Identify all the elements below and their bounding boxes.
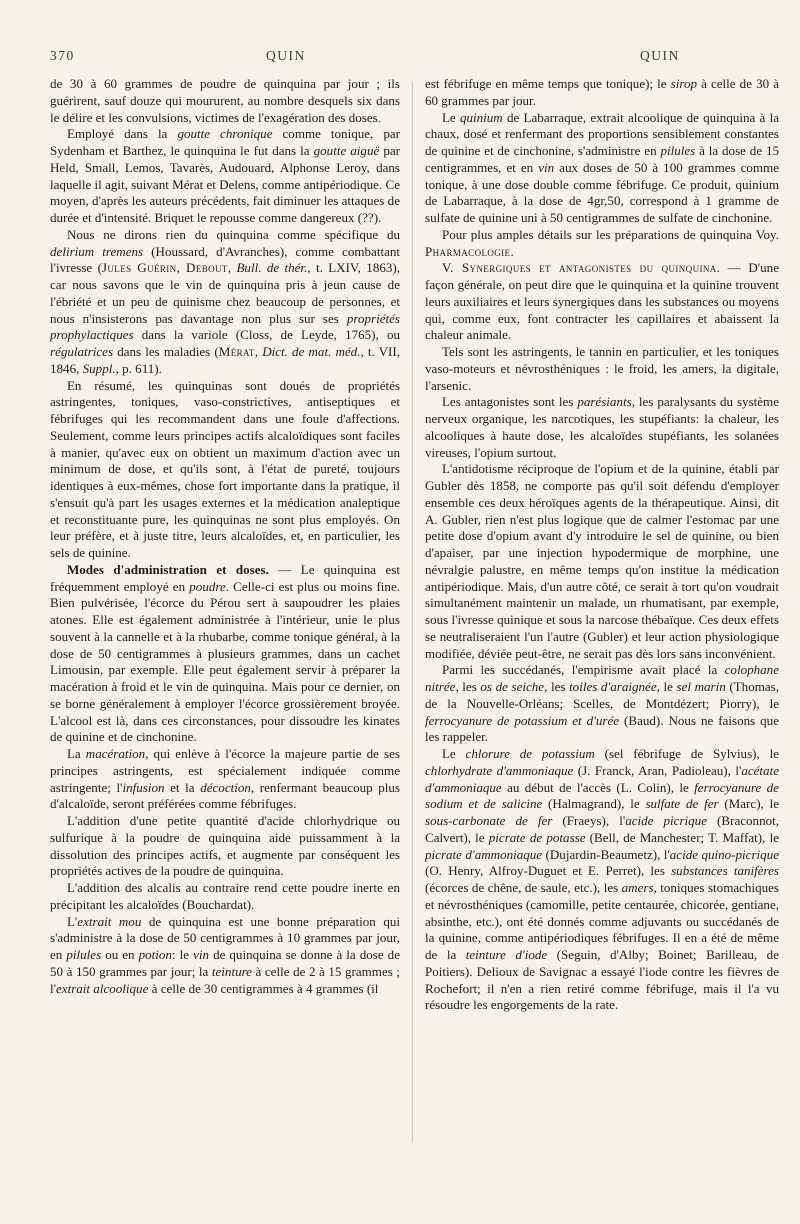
text-run: ,: [227, 260, 237, 276]
italic-run: vin: [538, 159, 555, 175]
text-run: (Thomas, de la Nouvelle-Orléans; Scelles, de Montdézert; Piorry), le: [425, 679, 780, 711]
text-run: Nous ne dirons rien du quinquina comme spécifique du: [66, 226, 400, 242]
text-run: (Fraeys), l': [552, 813, 626, 828]
italic-run: infusion: [122, 779, 165, 795]
text-run: L'addition d'une petite quantité d'acide chlorhydrique ou sulfurique à la poudre de quinquina aide puissamment à la dissolution des principes actifs, et augmente par conséquent les propriétés actives de la poudre de quinquina.: [50, 813, 400, 879]
italic-run: teinture: [211, 963, 252, 979]
text-run: (Halmagrand), le: [542, 796, 646, 812]
italic-run: sous-carbonate de fer: [425, 813, 553, 828]
text-run: Les antagonistes sont les: [441, 394, 578, 410]
italic-run: pilules: [660, 143, 696, 158]
text-run: . — D'une façon générale, on peut dire que le quinquina et la quinine trouvent leurs auxiliaires et leurs synergiques dans les substances ou moyens qui, comme eux, font contracter les capillaires et abaissent la chaleur animale.: [425, 260, 779, 343]
italic-run: macération: [85, 746, 146, 761]
italic-run: ferrocyanure de potassium et d'urée: [425, 712, 620, 728]
italic-run: sel marin: [676, 679, 726, 694]
italic-run: extrait mou: [77, 913, 142, 929]
paragraph: [50, 227, 400, 378]
italic-run: chlorhydrate d'ammoniaque: [425, 762, 574, 778]
italic-run: poudre: [189, 578, 226, 594]
text-run: La: [66, 746, 86, 761]
paragraph: [50, 562, 400, 746]
text-run: de quinquina est une bonne préparation qui s'administre à la dose de 50 centigrammes à 10 grammes par jour, en: [50, 913, 400, 962]
italic-run: extrait alcoolique: [55, 980, 149, 996]
text-run: , le: [656, 679, 677, 694]
italic-run: acétate d'ammoniaque: [425, 762, 779, 795]
text-run: (écorces de chêne, de saule, etc.), les: [425, 880, 622, 895]
paragraph: [50, 813, 400, 880]
text-run: , qui enlève à l'écorce la majeure partie de ses principes astringents, est spécialement indiquée comme astringente; l': [50, 746, 400, 795]
italic-run: Suppl.: [82, 360, 116, 376]
text-run: , toniques stomachiques et névrosthéniques (camomille, petite centaurée, chicorée, gentiane, absinthe, etc.), ont été donnés comme adjuvants ou succédanés de la quinine, comme antipériodiques fébrifuges. Il en a été de même de la: [425, 880, 779, 962]
text-run: dans les maladies (: [113, 344, 219, 359]
italic-run: colophane nitrée: [425, 662, 779, 694]
text-run: est fébrifuge en même temps que tonique); le: [425, 76, 671, 91]
text-run: — Le quinquina est fréquemment employé en: [50, 561, 400, 594]
italic-run: acide picrique: [625, 813, 707, 828]
italic-run: chlorure de potassium: [465, 746, 595, 761]
italic-run: vin: [193, 947, 210, 962]
running-title-right: QUIN: [640, 48, 680, 63]
text-run: Pour plus amples détails sur les préparations de quinquina Voy.: [441, 226, 779, 242]
italic-run: picrate d'ammoniaque: [425, 846, 543, 862]
italic-run: delirium tremens: [50, 243, 144, 259]
text-run: L'antidotisme réciproque de l'opium et de la quinine, établi par Gubler dès 1858, ne comporte pas qu'il soit défendu d'employer ensemble ces deux héroïques agents de la thérapeutique. Ainsi, dit A. Gubler, rien n'est plus logique que de calmer l'estomac par une petite dose d'opium avant d'y introduire le sel de quinine, ou bien d'apaiser, par une injection hypodermique de morphine, une névralgie palustre, en même temps qu'on institue la médication antipériodique. Mais, d'un autre côté, ce serait à tort qu'on voudrait simultanément maintenir un malade, un rhumatisant, par exemple, sous l'ivresse quinique et sous la narcose thébaïque. Ces deux effets se neutraliseraient l'un l'autre (Gubler) et leur action physiologique modifiée, déviée peut-être, ne serait pas dès lors sans inconvénient.: [425, 461, 779, 661]
paragraph: [425, 461, 779, 662]
column-divider: [412, 82, 413, 1142]
text-run: par Held, Small, Lemos, Tavarès, Audouard, Alphonse Leroy, dans laquelle il agit, suivant Mérat et Delens, comme antipériodique. Ce moyen, d'après les auteurs précédents, fait diminuer les attaques de durée et d'intensité. Briquet le repousse comme dangereux (??).: [50, 143, 400, 225]
italic-run: quinium: [459, 109, 503, 125]
italic-run: propriétés prophylactiques: [50, 310, 400, 343]
text-run: . Celle-ci est plus ou moins fine. Bien pulvérisée, l'écorce du Pérou sert à saupoudrer les plaies atones. Elle est également administrée à l'intérieur, unie le plus souvent à la cannelle et à la rhubarbe, comme tonique général, à la dose de 50 centigrammes à plusieurs grammes, dans un cachet Limousin, par exemple. Elle peut également servir à préparer la macération à froid et le vin de quinquina. Mais pour ce dernier, on se borne généralement à employer l'écorce grossièrement broyée. L'alcool est là, dans ces circonstances, pour dissoudre les kinates de quinine et de cinchonine.: [50, 578, 400, 745]
text-run: , renfermant beaucoup plus d'alcaloïde, seront préférées comme fébrifuges.: [50, 779, 400, 812]
text-run: à celle de 30 centigrammes à 4 grammes (il: [148, 980, 379, 996]
smallcaps-run: V. Synergiques et antagonistes du quinquina: [441, 260, 717, 276]
paragraph: [425, 344, 779, 394]
paragraph: [50, 880, 400, 914]
paragraph: [425, 394, 779, 461]
italic-run: parésiants: [577, 394, 632, 410]
smallcaps-run: Mérat: [218, 344, 255, 359]
paragraph: [425, 746, 779, 1014]
text-run: Tels sont les astringents, le tannin en particulier, et les toniques vaso-moteurs et névrosthéniques : le froid, les amers, la digitale, l'arsenic.: [425, 344, 779, 393]
paragraph: [50, 378, 400, 562]
paragraph: [425, 662, 779, 746]
text-run: , t. VII, 1846,: [50, 344, 401, 376]
paragraph: [425, 260, 779, 344]
text-run: au début de l'accès (L. Colin), le: [501, 779, 695, 795]
paragraph: [425, 76, 779, 110]
text-run: L': [66, 913, 78, 929]
italic-run: goutte chronique: [177, 126, 273, 142]
text-run: , t. LXIV, 1863), car nous savons que le vin de quinquina pris à jeun cause de l'ébriété et un peu de quinisme chez beaucoup de personnes, et nous n'insisterons pas davantage non plus sur ses: [50, 260, 400, 326]
italic-run: goutte aiguë: [313, 143, 380, 158]
text-run: (Houssard, d'Avranches), comme combattant l'ivresse (: [50, 243, 401, 276]
italic-run: Dict. de mat. méd.: [262, 344, 361, 359]
italic-run: os de seiche: [480, 679, 545, 694]
italic-run: sulfate de fer: [645, 796, 719, 812]
text-run: Parmi les succédanés, l'empirisme avait placé la: [441, 662, 725, 678]
italic-run: teinture d'iode: [465, 947, 548, 962]
text-run: ,: [254, 344, 263, 359]
text-run: , les paralysants du système nerveux organique, les narcotiques, les stupéfiants: la chaleur, les alcooliques à haute dose, les alcaloïdes stupéfiants, les solanées vireuses, l'opium surtout.: [425, 394, 779, 460]
text-run: comme tonique, par Sydenham et Barthez, le quinquina le fut dans la: [50, 126, 400, 158]
text-run: (Bell, de Manchester; T. Maffat), le: [585, 829, 779, 845]
text-run: de 30 à 60 grammes de poudre de quinquina par jour ; ils guérirent, sauf douze qui moururent, au nombre desquels six dans le délire et les convulsions, victimes de l'exagération des doses.: [50, 76, 400, 125]
italic-run: toiles d'araignée: [569, 679, 657, 694]
page-number: 370: [50, 48, 75, 63]
text-run: L'addition des alcalis au contraire rend cette poudre inerte en précipitant les alcaloïdes (Bouchardat).: [50, 880, 400, 912]
italic-run: substances tanifères: [671, 863, 780, 879]
text-run: de quinquina se donne à la dose de 50 à 150 grammes par jour; la: [50, 947, 400, 979]
text-run: (J. Franck, Aran, Padioleau), l': [573, 762, 742, 778]
running-header: [50, 48, 772, 72]
text-run: (Seguin, d'Alby; Boinet; Barilleau, de Poitiers). Delioux de Savignac a essayé l'iode contre les fièvres de Rochefort; il n'en a rien retiré comme fébrifuge, mais il l'a vu résoudre les engorgements de la rate.: [425, 947, 779, 1013]
text-run: .: [510, 243, 514, 259]
text-run: (Baud). Nous ne faisons que les rappeler.: [425, 712, 779, 745]
paragraph: [425, 227, 779, 261]
text-run: dans la variole (Closs, de Leyde, 1765), ou: [133, 327, 400, 343]
italic-run: pilules: [66, 947, 102, 962]
text-run: à celle de 30 à 60 grammes par jour.: [425, 76, 779, 108]
text-run: (Dujardin-Beaumetz), l': [542, 846, 670, 862]
text-run: En résumé, les quinquinas sont doués de propriétés astringentes, toniques, vaso-constrictives, antiseptiques et fébrifuges qui les recommandent dans une foule d'affections. Seulement, comme leurs principes actifs alcaloïdiques sont faciles à manier, qu'avec eux on obtient un maximum d'action avec un minimum de dose, et qu'ils sont, à l'état de pureté, toujours identiques à eux-mêmes, chose fort importante dans la pratique, il s'ensuit qu'à part les usages externes et la médication analeptique et reconstituante pure, les quinquinas ne sont plus employés. On leur préfère, et à juste titre, leurs alcaloïdes, et, en particulier, les sels de quinine.: [50, 377, 400, 560]
text-run: (sel fébrifuge de Sylvius), le: [594, 746, 779, 761]
italic-run: décoction: [200, 779, 251, 795]
italic-run: potion: [138, 947, 172, 962]
text-run: , les: [544, 679, 570, 694]
text-run: : le: [171, 947, 194, 962]
text-run: (Braconnot, Calvert), le: [425, 813, 780, 845]
left-column: [50, 76, 400, 997]
italic-run: picrate de potasse: [488, 829, 586, 845]
text-run: à celle de 2 à 15 grammes ; l': [50, 963, 400, 996]
italic-run: Bull. de thér.: [236, 260, 308, 276]
text-run: (Marc), le: [718, 796, 779, 812]
italic-run: amers: [621, 880, 654, 895]
paragraph: [50, 76, 400, 126]
italic-run: ferrocyanure de sodium et de salicine: [425, 779, 779, 812]
paragraph: [50, 126, 400, 227]
text-run: à la dose de 15 centigrammes, et en: [425, 143, 780, 175]
paragraph: [425, 110, 779, 227]
paragraph: [50, 746, 400, 813]
italic-run: régulatrices: [50, 344, 114, 359]
text-run: aux doses de 50 à 100 grammes comme tonique, à une dose double comme fébrifuge. Ce produit, quinium de Labarraque, à la dose de 4gr,50, correspond à 1 gramme de sulfate de quinine uni à 50 centigrammes de sulfate de cinchonine.: [425, 159, 779, 225]
text-run: Le: [441, 109, 460, 125]
smallcaps-run: Pharmacologie: [425, 243, 511, 259]
paragraph: [50, 914, 400, 998]
text-run: Le: [441, 746, 466, 761]
italic-run: acide quino-picrique: [669, 846, 780, 862]
text-run: ou en: [101, 947, 139, 962]
text-run: , p. 611).: [115, 360, 162, 376]
text-run: (O. Henry, Alfroy-Duguet et E. Perret), les: [425, 863, 672, 879]
bold-run: Modes d'administration et doses.: [66, 561, 269, 577]
right-column: [425, 76, 779, 1014]
text-run: et la: [164, 779, 201, 795]
italic-run: sirop: [670, 76, 698, 91]
text-run: , les: [455, 679, 481, 694]
text-run: de Labarraque, extrait alcoolique de quinquina à la chaux, dosé et renfermant des proportions sensiblement constantes de quinine et de cinchonine, s'administre en: [425, 109, 779, 158]
running-title-left: QUIN: [266, 48, 306, 63]
smallcaps-run: Jules Guérin, Debout: [101, 260, 228, 276]
text-run: Employé dans la: [66, 126, 178, 142]
